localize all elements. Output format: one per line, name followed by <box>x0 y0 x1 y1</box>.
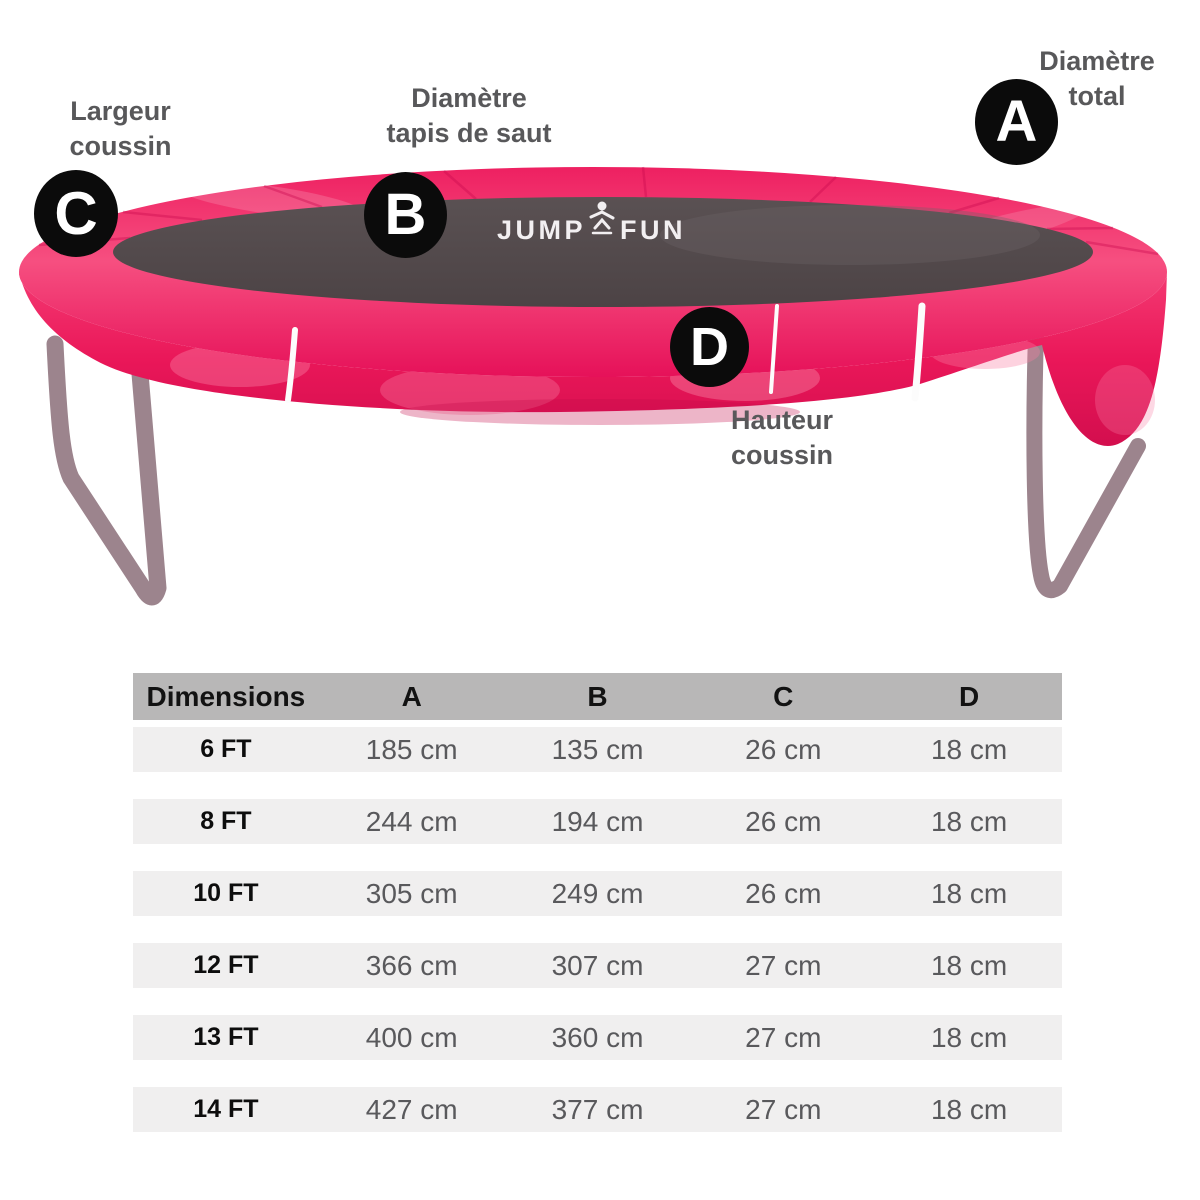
table-row <box>133 727 1062 772</box>
row-value-cell: 18 cm <box>930 1021 1008 1053</box>
callout-label-c-line1: Largeur <box>70 96 171 126</box>
row-value-cell: 26 cm <box>745 805 822 837</box>
row-value-cell: 26 cm <box>745 877 822 909</box>
brand-logo-right: FUN <box>620 215 686 245</box>
row-value-cell: 135 cm <box>551 733 644 765</box>
callout-label-b <box>378 81 560 151</box>
callout-label-d <box>696 403 868 473</box>
callout-label-a-line2: total <box>1068 81 1126 111</box>
row-value-cell: 307 cm <box>551 949 644 981</box>
callout-badge-a: A <box>975 79 1058 165</box>
row-value-cell: 18 cm <box>930 949 1008 981</box>
trampoline-left-leg-icon <box>55 344 158 597</box>
row-value-cell: 194 cm <box>551 805 644 837</box>
mat-highlight <box>660 205 1040 265</box>
row-size-cell: 8 FT <box>200 807 252 835</box>
row-value-cell: 249 cm <box>551 877 644 909</box>
table-row <box>133 799 1062 844</box>
row-value-cell: 18 cm <box>930 733 1008 765</box>
row-size-cell: 6 FT <box>200 735 252 763</box>
header-cell-dimensions: Dimensions <box>146 680 306 712</box>
row-value-cell: 377 cm <box>551 1093 644 1125</box>
header-cell-c: C <box>773 680 794 712</box>
callout-badge-c: C <box>34 170 118 257</box>
row-size-cell: 10 FT <box>193 879 259 907</box>
row-value-cell: 18 cm <box>930 877 1008 909</box>
row-size-cell: 14 FT <box>193 1095 259 1123</box>
row-size-cell: 13 FT <box>193 1023 259 1051</box>
row-value-cell: 27 cm <box>745 949 822 981</box>
row-value-cell: 27 cm <box>745 1021 822 1053</box>
callout-label-d-line1: Hauteur <box>730 405 833 435</box>
brand-logo-left: JUMP <box>496 215 586 245</box>
callout-label-d-line2: coussin <box>730 440 834 470</box>
row-value-cell: 27 cm <box>745 1093 822 1125</box>
table-row <box>133 871 1062 916</box>
row-value-cell: 366 cm <box>365 949 458 981</box>
row-value-cell: 360 cm <box>551 1021 644 1053</box>
table-row <box>133 1015 1062 1060</box>
table-header-row <box>133 673 1062 720</box>
row-value-cell: 185 cm <box>365 733 458 765</box>
callout-label-c <box>38 94 203 164</box>
table-row <box>133 943 1062 988</box>
callout-badge-b: B <box>364 172 447 258</box>
header-cell-d: D <box>958 680 980 712</box>
table-row <box>133 1087 1062 1132</box>
row-value-cell: 26 cm <box>745 733 822 765</box>
callout-label-c-line2: coussin <box>69 131 172 161</box>
callout-label-b-line1: Diamètre <box>411 83 527 113</box>
callout-badge-d: D <box>670 307 749 387</box>
header-cell-b: B <box>587 680 608 712</box>
row-value-cell: 305 cm <box>365 877 458 909</box>
callout-label-a-line1: Diamètre <box>1039 46 1155 76</box>
row-value-cell: 18 cm <box>930 805 1008 837</box>
row-value-cell: 400 cm <box>365 1021 458 1053</box>
header-cell-a: A <box>401 680 422 712</box>
row-value-cell: 244 cm <box>365 805 458 837</box>
row-value-cell: 18 cm <box>930 1093 1008 1125</box>
dimensions-table <box>133 673 1062 1132</box>
row-size-cell: 12 FT <box>193 951 259 979</box>
row-value-cell: 427 cm <box>365 1093 458 1125</box>
callout-label-b-line2: tapis de saut <box>386 118 552 148</box>
